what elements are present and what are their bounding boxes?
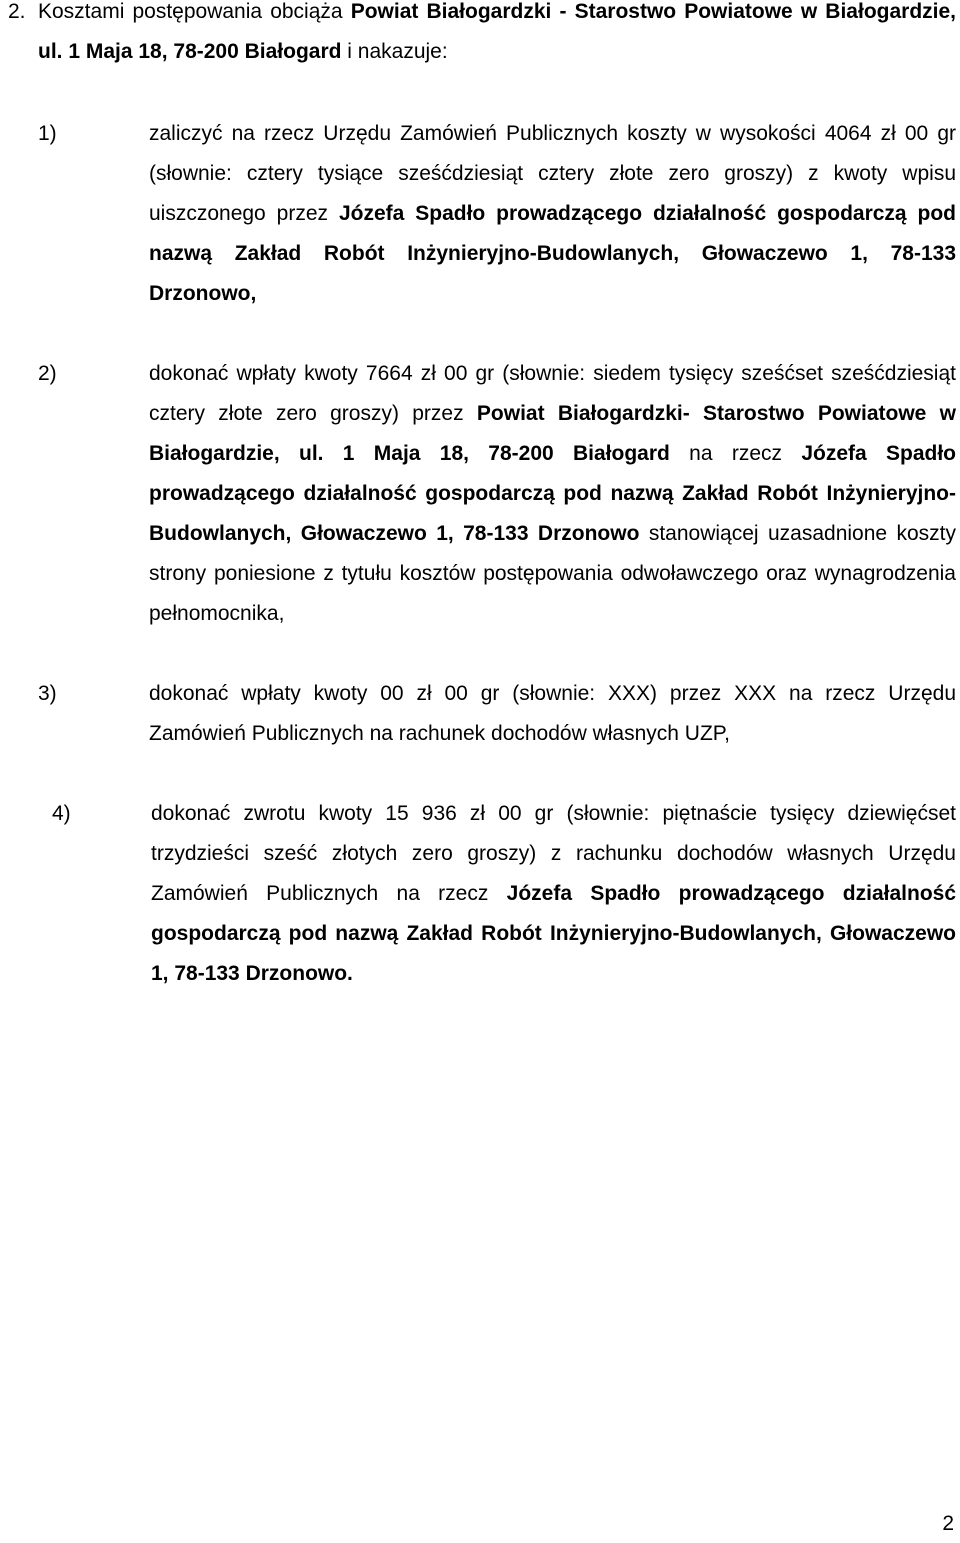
item-1-bold: Józefa Spadło prowadzącego działalność gospodarczą pod nazwą Zakład Robót Inżynieryjno-Budowlanych, Głowaczewo 1, 78-133 Drzonowo,: [149, 202, 957, 305]
item-2-bold-1: Powiat Białogardzki- Starostwo Powiatowe w Białogardzie, ul. 1 Maja 18, 78-200 Białogard: [149, 402, 956, 465]
item-4-number: 4): [52, 802, 71, 825]
intro-text-2: i nakazuje:: [341, 40, 448, 63]
item-3-number: 3): [38, 682, 57, 705]
item-2-paragraph: [149, 354, 956, 634]
item-2-text-1: dokonać wpłaty kwoty 7664 zł 00 gr (słownie: siedem tysięcy sześćset sześćdziesiąt cztery złote zero groszy) przez: [149, 362, 956, 425]
page-number: 2: [942, 1512, 954, 1535]
item-1-paragraph: [149, 114, 956, 314]
item-1-number: 1): [38, 122, 57, 145]
item-3-paragraph: [149, 674, 956, 754]
item-3-text: dokonać wpłaty kwoty 00 zł 00 gr (słownie: XXX) przez XXX na rzecz Urzędu Zamówień Publicznych na rachunek dochodów własnych UZP,: [149, 682, 956, 745]
item-2-number: 2): [38, 362, 57, 385]
intro-text-1: Kosztami postępowania obciąża: [38, 0, 351, 23]
item-2-text-3: stanowiącej uzasadnione koszty strony poniesione z tytułu kosztów postępowania odwoławczego oraz wynagrodzenia pełnomocnika,: [149, 522, 956, 625]
item-4-paragraph: [151, 794, 956, 994]
item-4-text: dokonać zwrotu kwoty 15 936 zł 00 gr (słownie: piętnaście tysięcy dziewięćset trzydzieści sześć złotych zero groszy) z rachunku dochodów własnych Urzędu Zamówień Publicznych na rzecz: [151, 802, 956, 905]
intro-number: 2.: [8, 0, 26, 23]
item-1-text: zaliczyć na rzecz Urzędu Zamówień Publicznych koszty w wysokości 4064 zł 00 gr (słownie: cztery tysiące sześćdziesiąt cztery złote zero groszy) z kwoty wpisu uiszczonego przez: [149, 122, 956, 225]
intro-paragraph: [38, 0, 956, 72]
item-2-bold-2: Józefa Spadło prowadzącego działalność gospodarczą pod nazwą Zakład Robót Inżynieryjno-Budowlanych, Głowaczewo 1, 78-133 Drzonowo: [149, 442, 956, 545]
intro-bold-1: Powiat Białogardzki - Starostwo Powiatowe w Białogardzie, ul. 1 Maja 18, 78-200 Białogard: [38, 0, 957, 63]
item-2-text-2: na rzecz: [669, 442, 802, 465]
item-4-bold: Józefa Spadło prowadzącego działalność gospodarczą pod nazwą Zakład Robót Inżynieryjno-Budowlanych, Głowaczewo 1, 78-133 Drzonowo.: [151, 882, 957, 985]
